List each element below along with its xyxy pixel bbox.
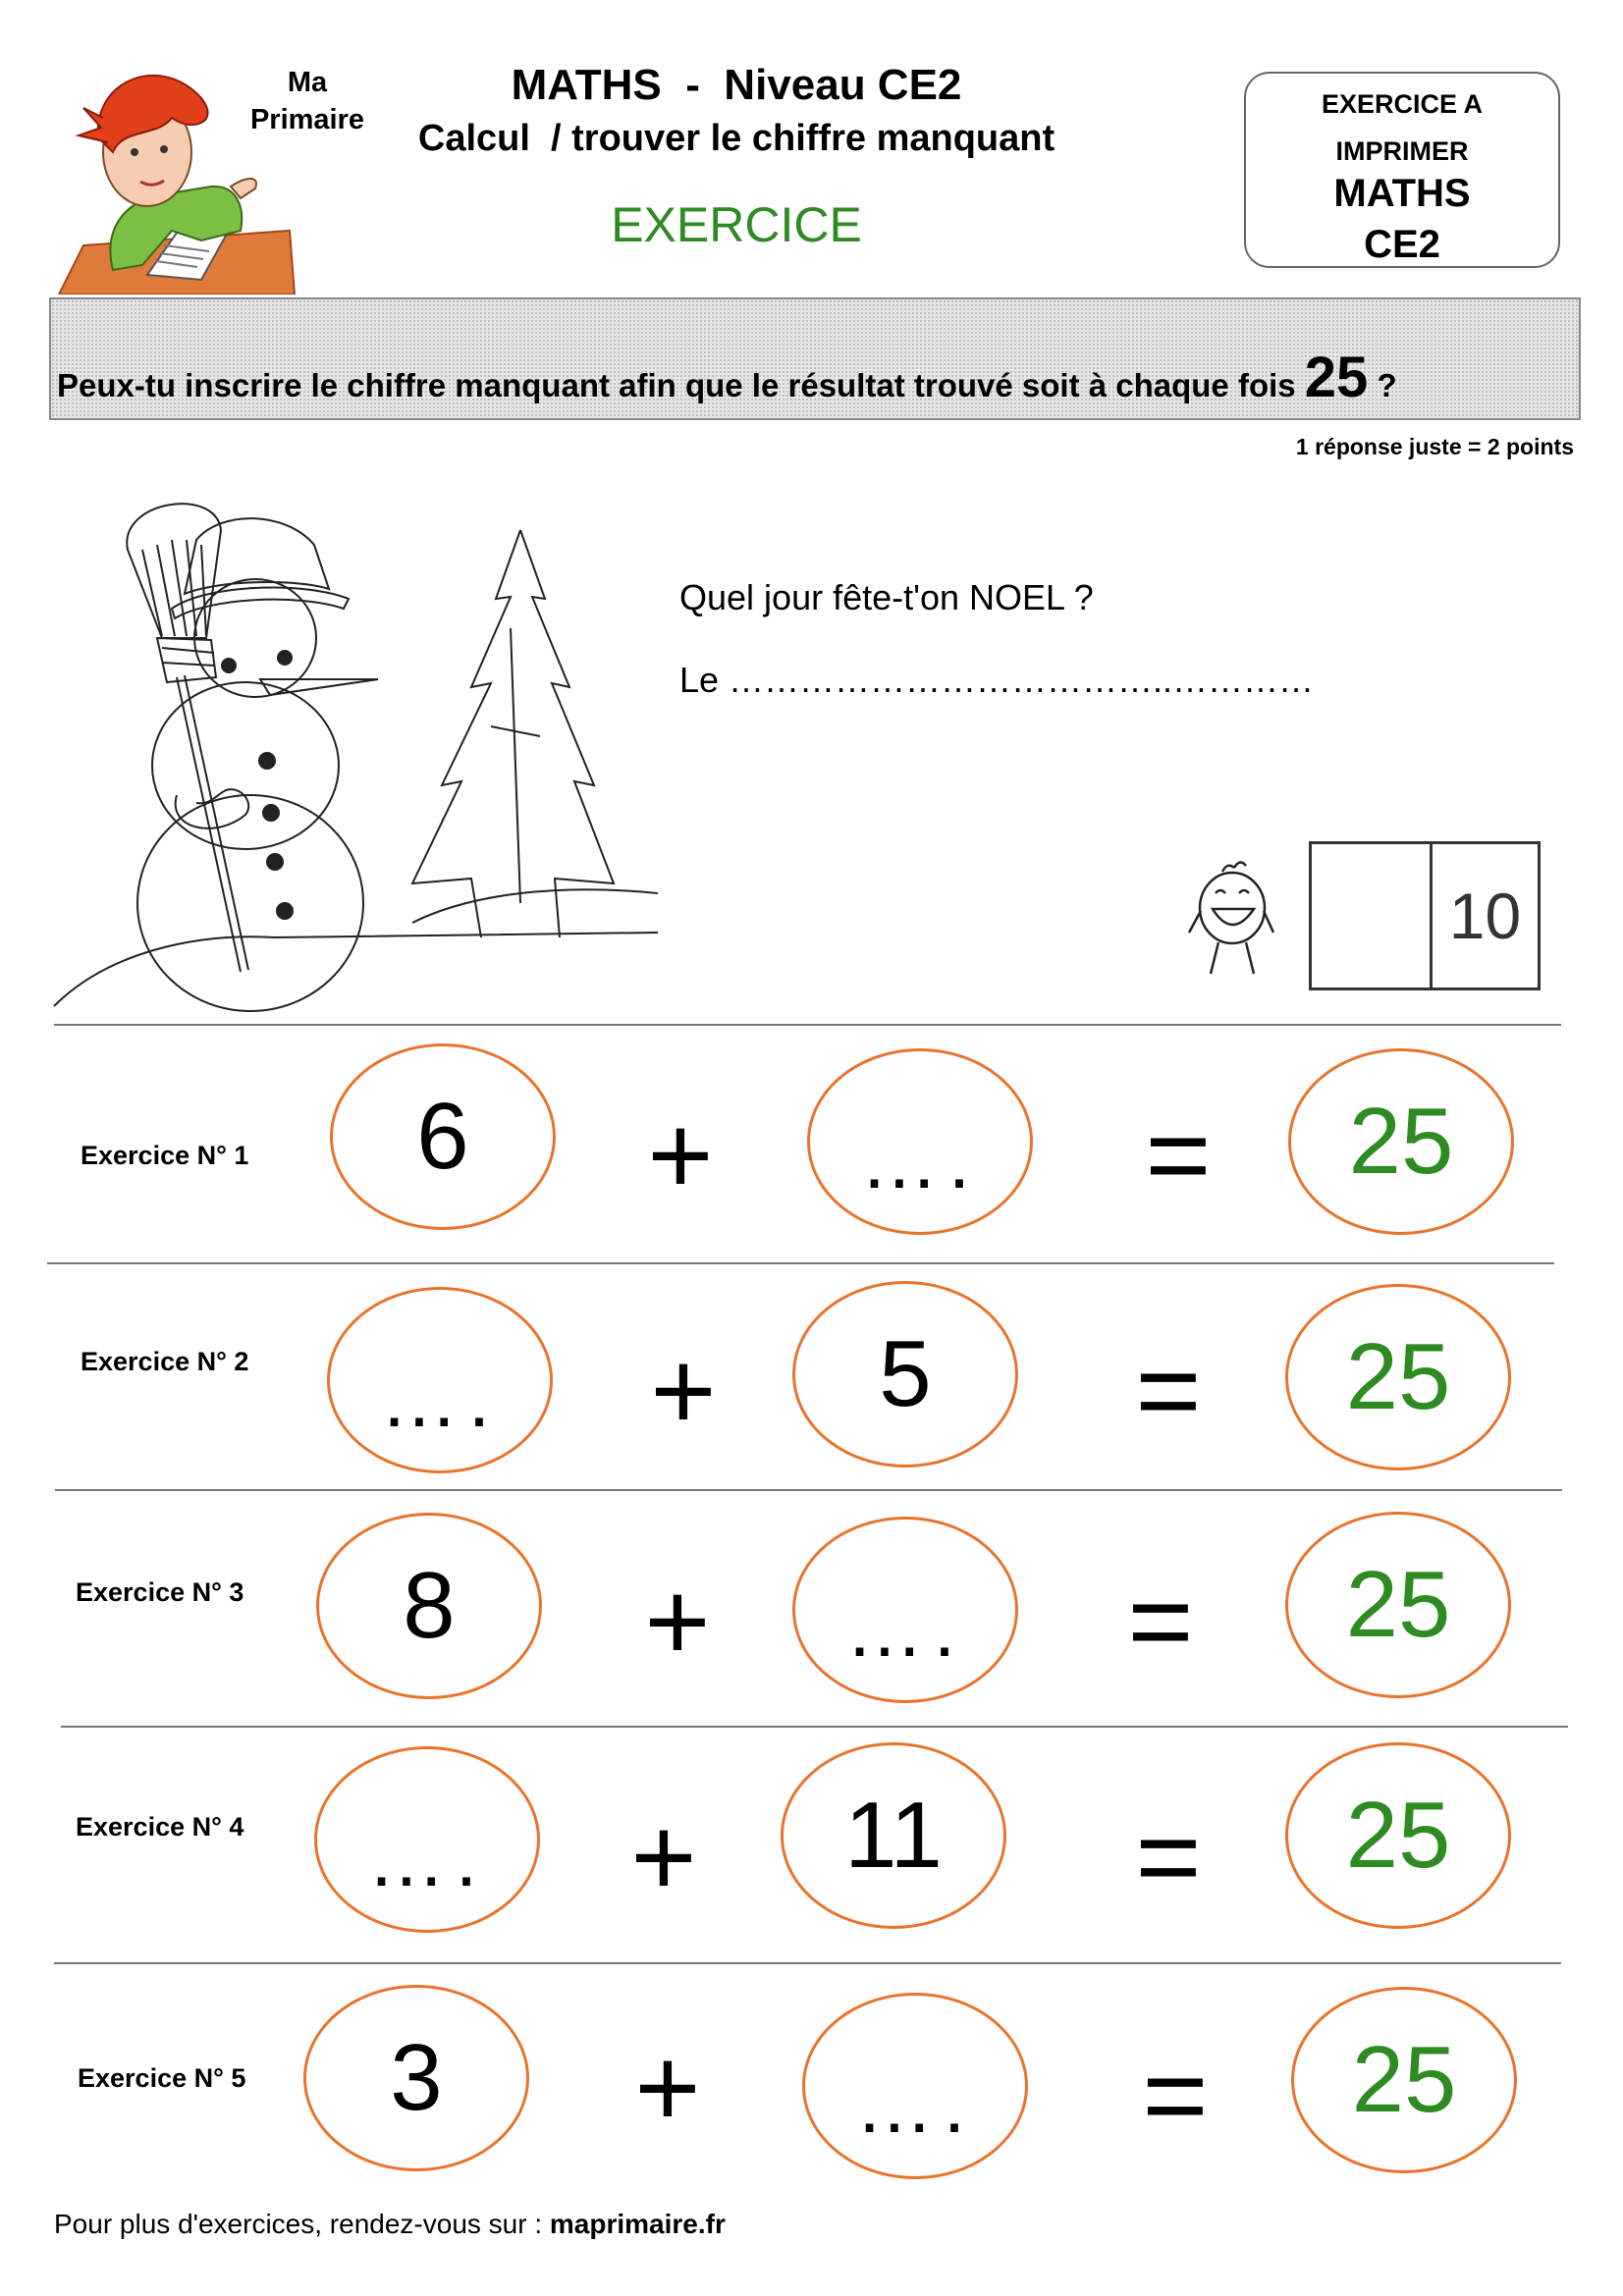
exercise-2-equals: =	[1135, 1328, 1202, 1454]
footer	[54, 2209, 726, 2240]
page-subtitle: Calcul / trouver le chiffre manquant	[417, 118, 1055, 159]
exercise-3-result	[1285, 1512, 1511, 1698]
score-box	[1309, 841, 1541, 990]
riddle-question: Quel jour fête-t'on NOEL ?	[679, 577, 1094, 617]
exercise-4-a-blank: ….	[366, 1815, 488, 1902]
instruction-end: ?	[1368, 367, 1397, 403]
logo-text-line1: Ma	[287, 67, 328, 98]
exercise-5-operand-a	[303, 1985, 529, 2171]
exercise-1-operand-b[interactable]	[807, 1048, 1033, 1235]
exercise-5-a-value: 3	[390, 2025, 443, 2130]
exercise-heading: EXERCICE	[611, 197, 862, 252]
footer-link[interactable]: maprimaire.fr	[549, 2209, 726, 2239]
row-divider	[54, 1024, 1561, 1026]
exercise-5-result-value: 25	[1351, 2027, 1457, 2132]
exercise-2-plus: +	[650, 1328, 717, 1454]
row-divider	[61, 1726, 1568, 1728]
instruction-banner	[49, 297, 1581, 420]
score-total: 10	[1448, 880, 1522, 952]
exercise-2-b-value: 5	[879, 1321, 932, 1426]
exercise-5-result	[1291, 1987, 1517, 2173]
badge-line1: EXERCICE A	[1321, 89, 1484, 119]
exercise-4-result-value: 25	[1345, 1783, 1451, 1888]
exercise-4-b-value: 11	[844, 1783, 943, 1888]
badge-line2: IMPRIMER	[1335, 136, 1469, 166]
exercise-2-a-blank: ….	[379, 1356, 501, 1443]
instruction-target: 25	[1304, 346, 1369, 409]
exercise-2-operand-b	[792, 1281, 1018, 1468]
exercise-4-operand-a[interactable]	[314, 1746, 540, 1933]
exercise-2-result	[1285, 1284, 1511, 1470]
exercise-5-equals: =	[1142, 2033, 1209, 2159]
row-divider	[54, 1962, 1561, 1964]
logo-text-line2: Primaire	[249, 104, 365, 135]
score-input[interactable]	[1312, 844, 1433, 988]
exercise-4-operand-b	[781, 1742, 1006, 1929]
exercise-5-plus: +	[634, 2025, 701, 2151]
level-badge	[1244, 72, 1560, 268]
riddle-answer-line[interactable]: Le ………………………………..…………	[679, 660, 1315, 700]
exercise-3-a-value: 8	[403, 1553, 456, 1658]
exercise-1-equals: =	[1145, 1093, 1212, 1218]
page-title: MATHS - Niveau CE2	[511, 61, 962, 109]
instruction-sentence: Peux-tu inscrire le chiffre manquant afin que le résultat trouvé soit à chaque fois	[57, 367, 1305, 403]
exercise-4-plus: +	[630, 1794, 697, 1920]
exercise-3-plus: +	[644, 1559, 711, 1684]
exercise-1-a-value: 6	[416, 1084, 469, 1189]
row-divider	[55, 1489, 1562, 1491]
exercise-5-operand-b[interactable]	[802, 1993, 1028, 2179]
badge-line4: CE2	[1364, 223, 1440, 266]
instruction-text	[57, 345, 1397, 410]
exercise-4-equals: =	[1135, 1794, 1202, 1920]
exercise-1-label: Exercice N° 1	[81, 1141, 249, 1170]
exercise-3-operand-b[interactable]	[792, 1517, 1018, 1703]
exercise-3-b-blank: ….	[844, 1585, 966, 1673]
snowman-tree-illustration	[49, 491, 658, 1021]
exercise-3-result-value: 25	[1345, 1552, 1451, 1657]
exercise-5-b-blank: ….	[854, 2061, 976, 2149]
row-divider	[47, 1262, 1554, 1264]
exercise-2-operand-a[interactable]	[327, 1287, 553, 1473]
exercise-5-label: Exercice N° 5	[78, 2063, 246, 2093]
exercise-1-operand-a	[330, 1043, 556, 1230]
exercise-4-label: Exercice N° 4	[76, 1812, 244, 1842]
logo-text	[234, 64, 381, 138]
exercise-2-label: Exercice N° 2	[81, 1347, 249, 1376]
points-note: 1 réponse juste = 2 points	[1295, 434, 1574, 459]
exercise-1-result	[1288, 1048, 1514, 1235]
exercise-3-label: Exercice N° 3	[76, 1577, 244, 1607]
exercise-2-result-value: 25	[1345, 1324, 1451, 1429]
exercise-3-operand-a	[316, 1513, 542, 1699]
exercise-1-plus: +	[647, 1093, 714, 1218]
badge-line3: MATHS	[1333, 172, 1471, 215]
exercise-1-result-value: 25	[1348, 1089, 1454, 1194]
exercise-3-equals: =	[1127, 1559, 1194, 1684]
exercise-4-result	[1285, 1742, 1511, 1929]
smiley-icon	[1183, 854, 1276, 977]
exercise-1-b-blank: ….	[859, 1117, 981, 1204]
footer-text: Pour plus d'exercices, rendez-vous sur :	[54, 2209, 550, 2239]
